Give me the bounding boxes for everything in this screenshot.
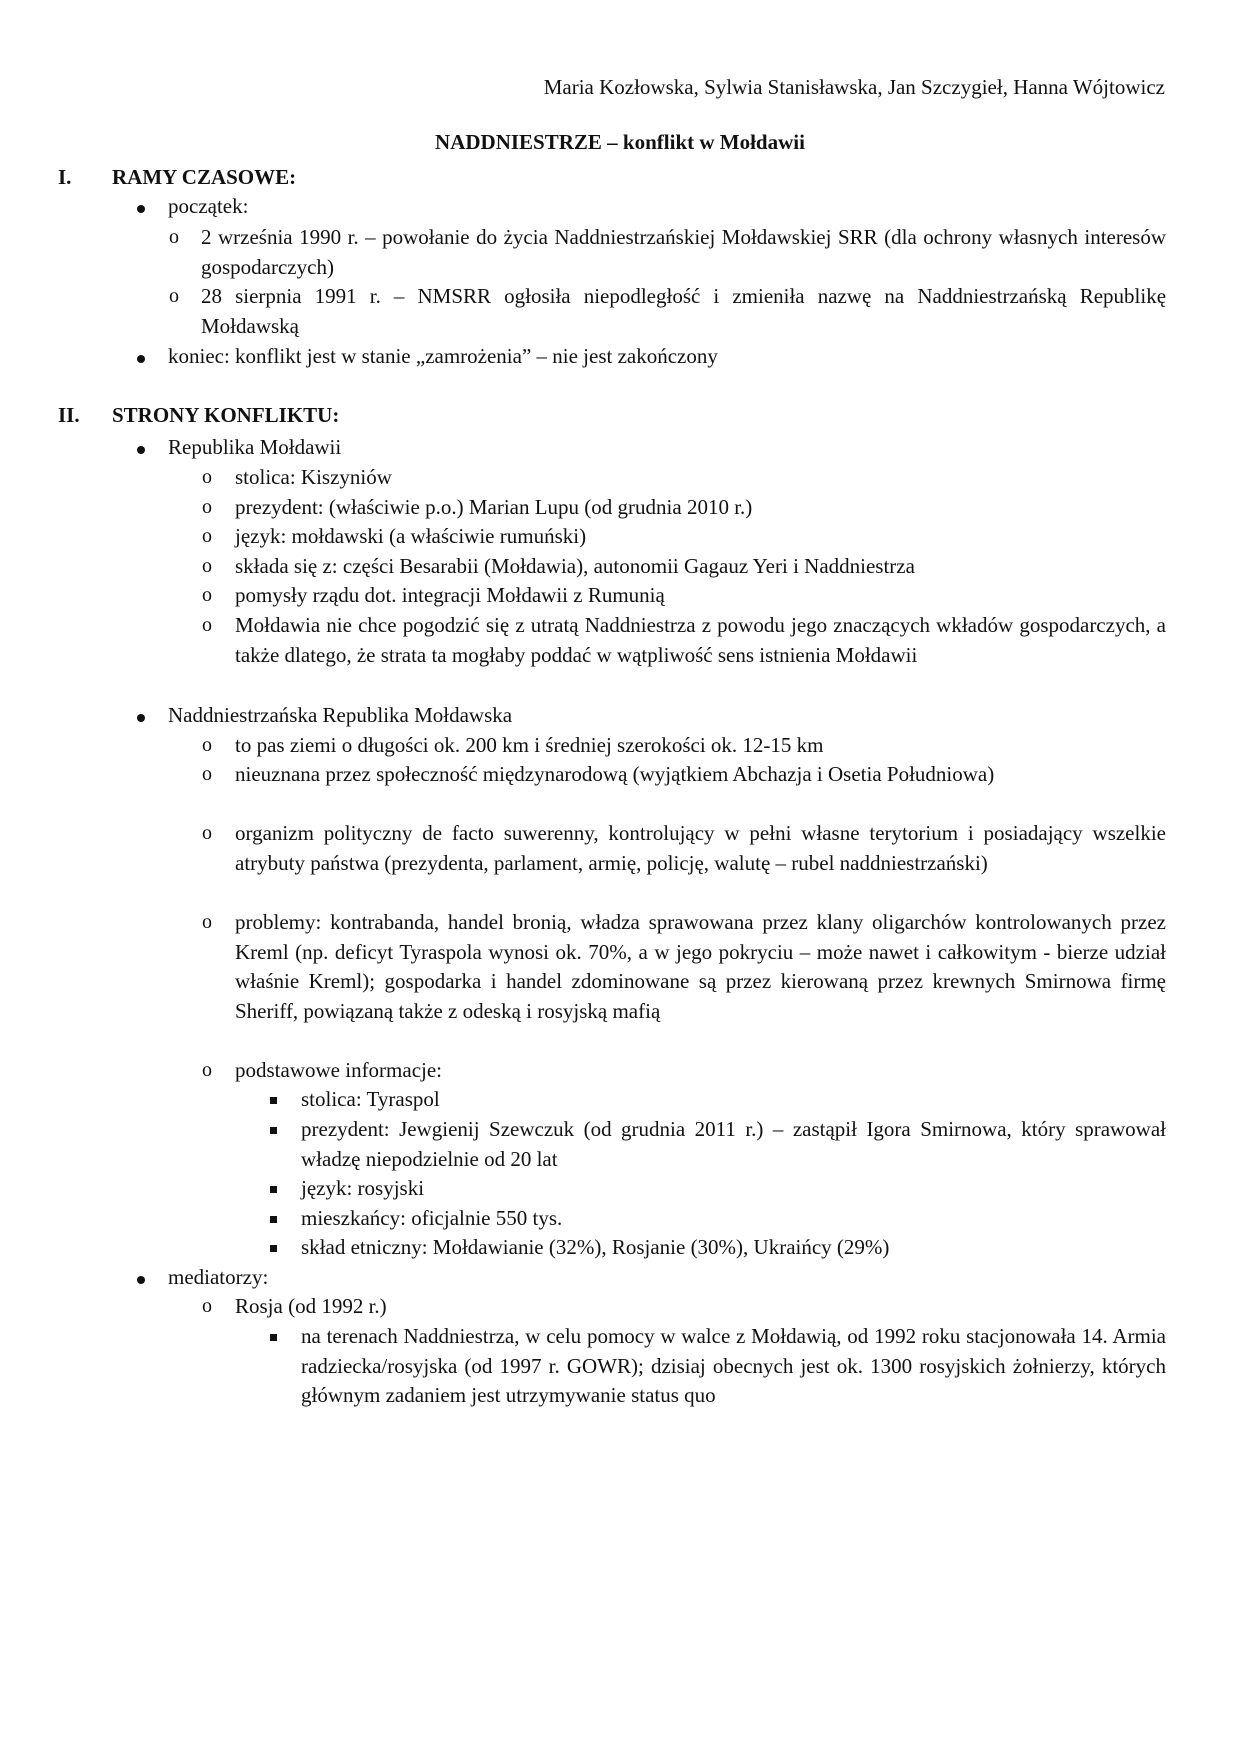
list-item-nrm-territory: to pas ziemi o długości ok. 200 km i średniej szerokości ok. 12-15 km bbox=[235, 733, 824, 757]
circle-bullet: o bbox=[202, 525, 212, 547]
circle-bullet: o bbox=[202, 496, 212, 518]
square-bullet bbox=[270, 1186, 277, 1193]
section-numeral: I. bbox=[58, 165, 72, 189]
circle-bullet: o bbox=[202, 1059, 212, 1081]
disc-bullet bbox=[137, 446, 145, 454]
list-item-republika: Republika Mołdawii bbox=[168, 435, 342, 459]
circle-bullet: o bbox=[169, 285, 179, 307]
item-text: – NMSRR ogłosiła niepodległość i zmieniła nazwę na Naddniestrzańską Republikę Mołdawską bbox=[201, 284, 1167, 338]
circle-bullet: o bbox=[202, 555, 212, 577]
list-item-date-1990 bbox=[201, 223, 1166, 282]
section-numeral: II. bbox=[58, 403, 80, 427]
list-item-nrm-basic-info: podstawowe informacje: bbox=[235, 1058, 443, 1082]
list-item-nrm: Naddniestrzańska Republika Mołdawska bbox=[168, 703, 513, 727]
document-title: NADDNIESTRZE – konflikt w Mołdawii bbox=[435, 130, 805, 154]
date-text: 2 września 1990 r. bbox=[201, 225, 359, 249]
square-bullet bbox=[270, 1245, 277, 1252]
disc-bullet bbox=[137, 1276, 145, 1284]
list-item-rosja-detail: na terenach Naddniestrza, w celu pomocy w walce z Mołdawią, od 1992 roku stacjonowała 14. Armia radziecka/rosyjska (od 1997 r. GOWR); dzisiaj obecnych jest ok. 1300 rosyjskich żołnierzy, których głównym zadaniem jest utrzymywanie status quo bbox=[301, 1324, 1166, 1408]
list-item-nrm-recognition: nieuznana przez społeczność międzynarodową (wyjątkiem Abchazja i Osetia Południowa) bbox=[235, 762, 995, 786]
authors-line: Maria Kozłowska, Sylwia Stanisławska, Jan Szczygieł, Hanna Wójtowicz bbox=[543, 75, 1165, 99]
list-item-info-language: język: rosyjski bbox=[301, 1176, 425, 1200]
list-item-mediatorzy: mediatorzy: bbox=[168, 1265, 269, 1289]
circle-bullet: o bbox=[202, 614, 212, 636]
list-item-info-capital: stolica: Tyraspol bbox=[301, 1087, 440, 1111]
square-bullet bbox=[270, 1097, 277, 1104]
circle-bullet: o bbox=[202, 763, 212, 785]
circle-bullet: o bbox=[202, 734, 212, 756]
disc-bullet bbox=[137, 205, 145, 213]
circle-bullet: o bbox=[169, 226, 179, 248]
list-item-rep-language: język: mołdawski (a właściwie rumuński) bbox=[235, 524, 587, 548]
section-title: RAMY CZASOWE: bbox=[112, 165, 297, 189]
square-bullet bbox=[270, 1334, 277, 1341]
list-item-rep-integration: pomysły rządu dot. integracji Mołdawii z Rumunią bbox=[235, 583, 665, 607]
list-item-date-1991 bbox=[201, 282, 1166, 341]
square-bullet bbox=[270, 1127, 277, 1134]
date-text: 28 sierpnia 1991 r. bbox=[201, 284, 381, 308]
list-item-nrm-problems: problemy: kontrabanda, handel bronią, władza sprawowana przez klany oligarchów kontrolowanych przez Kreml (np. deficyt Tyraspola wynosi ok. 70%, a w jego pokryciu – może nawet i całkowitym - bierze udział właśnie Kreml); gospodarka i handel zdominowane są przez kierowaną przez krewnych Smirnowa firmę Sheriff, powiązaną także z odeską i rosyjską mafią bbox=[235, 910, 1166, 1023]
list-item-koniec: koniec: konflikt jest w stanie „zamrożenia” – nie jest zakończony bbox=[168, 344, 718, 368]
square-bullet bbox=[270, 1216, 277, 1223]
circle-bullet: o bbox=[202, 822, 212, 844]
circle-bullet: o bbox=[202, 911, 212, 933]
list-item-rosja: Rosja (od 1992 r.) bbox=[235, 1294, 387, 1318]
circle-bullet: o bbox=[202, 466, 212, 488]
list-item-rep-president: prezydent: (właściwie p.o.) Marian Lupu (od grudnia 2010 r.) bbox=[235, 495, 753, 519]
disc-bullet bbox=[137, 714, 145, 722]
disc-bullet bbox=[137, 355, 145, 363]
list-item-info-president: prezydent: Jewgienij Szewczuk (od grudnia 2011 r.) – zastąpił Igora Smirnowa, który sprawował władzę niepodzielnie od 20 lat bbox=[301, 1117, 1166, 1171]
list-item-rep-reasons: Mołdawia nie chce pogodzić się z utratą Naddniestrza z powodu jego znaczących wkładów gospodarczych, a także dlatego, że strata ta mogłaby poddać w wątpliwość sens istnienia Mołdawii bbox=[235, 613, 1166, 667]
list-item-rep-capital: stolica: Kiszyniów bbox=[235, 465, 392, 489]
list-item-nrm-sovereignty: organizm polityczny de facto suwerenny, kontrolujący w pełni własne terytorium i posiadający wszelkie atrybuty państwa (prezydenta, parlament, armię, policję, walutę – rubel naddniestrzański) bbox=[235, 821, 1166, 875]
circle-bullet: o bbox=[202, 1295, 212, 1317]
list-item-info-population: mieszkańcy: oficjalnie 550 tys. bbox=[301, 1206, 563, 1230]
section-title: STRONY KONFLIKTU: bbox=[112, 403, 340, 427]
item-text: – powołanie do życia Naddniestrzańskiej Mołdawskiej SRR (dla ochrony własnych interesów gospodarczych) bbox=[201, 225, 1166, 279]
list-item-info-ethnic: skład etniczny: Mołdawianie (32%), Rosjanie (30%), Ukraińcy (29%) bbox=[301, 1235, 890, 1259]
list-item-poczatek: początek: bbox=[168, 194, 249, 218]
list-item-rep-composition: składa się z: części Besarabii (Mołdawia), autonomii Gagauz Yeri i Naddniestrza bbox=[235, 554, 915, 578]
circle-bullet: o bbox=[202, 584, 212, 606]
